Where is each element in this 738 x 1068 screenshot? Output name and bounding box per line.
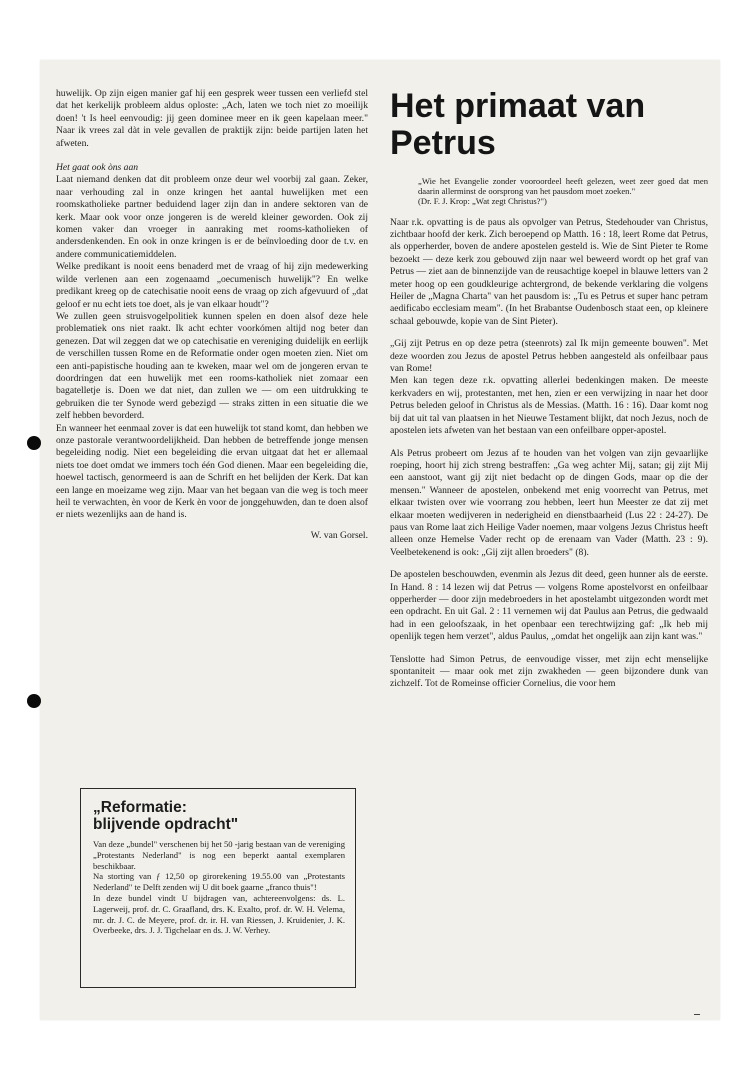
author-signature: W. van Gorsel.	[310, 529, 368, 541]
box-paragraph-3: In deze bundel vindt U bijdragen van, achtereenvolgens: ds. L. Lagerweij, prof. dr. C. Graafland, drs. K. Exalto, prof. dr. W. H. Velema, mr. dr. J. C. de Meyere, prof. dr. ir. H. van Riessen, J. Kruidenier, J. K. Overbeeke, drs. J. J. Tigchelaar en ds. J. W. Verhey.	[93, 892, 345, 936]
right-paragraph-5: De apostelen beschouwden, evenmin als Jezus dit deed, geen hunner als de eerste. In Hand. 8 : 14 lezen wij dat Petrus — volgens Rome apostelvorst en onfeilbaar opperherder — door zijn medebroeders in het apostelambt uitgezonden wordt met een opdracht. En uit Gal. 2 : 11 vernemen wij dat Paulus aan Petrus, die gedwaald had in een geloofszaak, in het openbaar een terechtwijzing gaf: „Ik heb mij openlijk tegen hem verzet", aldus Paulus, „omdat het ongelijk aan zijn kant was."	[390, 569, 708, 643]
box-title-line-1: „Reformatie:	[93, 799, 187, 816]
right-column	[390, 88, 708, 691]
box-paragraph-1: Van deze „bundel" verschenen bij het 50 -jarig bestaan van de vereniging „Protestants Nederland" is nog een beperkt aantal exemplaren beschikbaar.	[93, 839, 345, 871]
right-paragraph-6: Tenslotte had Simon Petrus, de eenvoudige visser, met zijn echt menselijke spontaniteit — maar ook met zijn zwakheden — geen bijzondere dunk van zichzelf. Tot de Romeinse officier Cornelius, die voor hem	[390, 653, 708, 690]
box-title-line-2: blijvende opdracht"	[93, 816, 239, 833]
left-paragraph-5: En wanneer het eenmaal zover is dat een huwelijk tot stand komt, dan hebben we onze pastorale verantwoordelijkheid. Dan hebben de betreffende jonge mensen begeleiding nodig. Niet een begeleiding die ervan uitgaat dat het er allemaal niets toe doet omdat we immers toch één God dienen. Maar een begeleiding die, hoewel tactisch, genormeerd is aan de Schrift en het belijden der Kerk. Dat kan een lange en moeizame weg zijn. Maar van het begaan van die weg is toch meer heil te verwachten, èn voor de Kerk èn voor de jonggehuwden, dan te doen alsof er niets wezenlijks aan de hand is.	[56, 422, 368, 521]
left-paragraph-2: Laat niemand denken dat dit probleem onze deur wel voorbij zal gaan. Zeker, naar verhouding zal in onze kringen het aantal huwelijken met een roomskatholieke partner beduidend lager zijn dan in andere sektoren van de kerk. Maar ook voor onze jongeren is de wereld kleiner geworden. Ook zij komen vaker dan vroeger in aanraking met rooms-katholieken of andersdenkenden. En ook in onze kringen is er de beïnvloeding door de t.v. en andere communicatiemiddelen.	[56, 174, 368, 260]
binder-hole-upper	[27, 436, 41, 450]
left-column	[56, 88, 368, 542]
motto-source: (Dr. F. J. Krop: „Wat zegt Christus?")	[418, 196, 547, 207]
left-paragraph-4: We zullen geen struisvogelpolitiek kunnen spelen en doen alsof deze hele problematiek ons niet raakt. Ik acht echter voorkómen altijd nog beter dan genezen. Dat wil zeggen dat we op catechisatie en vereniging duidelijk en eerlijk de verschillen tussen Rome en de Reformatie onder ogen moeten zien. Niet om een anti-papistische houding aan te kweken, maar wel om de jongeren ervan te doordringen dat een huwelijk met een rooms-katholiek niet zomaar een bagatelletje is. Doen we dat niet, dan zullen we — om een uitdrukking te gebruiken die ter Synode werd gebezigd — straks zitten in een situatie die we zelf hebben bevorderd.	[56, 310, 368, 422]
binder-hole-lower	[27, 694, 41, 708]
article-motto	[418, 176, 708, 207]
page-corner-dash	[694, 1014, 700, 1015]
right-paragraph-1: Naar r.k. opvatting is de paus als opvolger van Petrus, Stedehouder van Christus, zichtbaar hoofd der kerk. Zich beroepend op Matth. 16 : 18, leert Rome dat Petrus, als opperherder, boven de andere apostelen gesteld is. Wie de Sint Pieter te Rome bezoekt — deze kerk zou gebouwd zijn naar wel beweerd wordt op het graf van Petrus — ziet aan de binnenzijde van de reusachtige koepel in blauwe letters van 2 meter hoog op een goudkleurige achtergrond, de bekende verklaring die volgens Heiler de „Magna Charta" van het pausdom is: „Tu es Petrus et super hanc petram aedificabo ecclesiam meam". (In het Brabantse Oudenbosch staat een, op kleinere schaal gebouwde, kopie van de Sint Pieter).	[390, 216, 708, 327]
left-paragraph-1: huwelijk. Op zijn eigen manier gaf hij een gesprek weer tussen een verliefd stel dat het kerkelijk probleem aldus oploste: „Ach, laten we toch niet zo moeilijk doen! 't Is heel eenvoudig: jij geen dominee meer en ik geen kapelaan meer." Naar ik vrees zal dàt in vele gevallen de praktijk zijn: beide partijen laten het afweten.	[56, 88, 368, 149]
box-paragraph-2: Na storting van ƒ 12,50 op girorekening 19.55.00 van „Protestants Nederland" te Delft zenden wij U dit boek gaarne „franco thuis"!	[93, 871, 345, 893]
section-subheading: Het gaat ook òns aan	[56, 162, 139, 174]
book-announcement-box	[80, 788, 356, 988]
box-title	[93, 799, 345, 833]
right-paragraph-2: „Gij zijt Petrus en op deze petra (steenrots) zal Ik mijn gemeente bouwen". Met deze woorden zou Jezus de apostel Petrus hebben aangesteld als onfeilbaar paus van Rome!	[390, 338, 708, 375]
right-paragraph-3: Men kan tegen deze r.k. opvatting allerlei bedenkingen maken. De meeste kerkvaders en wij, protestanten, met hen, zien er een verwijzing in naar het door Petrus beleden geloof in Christus als de Messias. (Matth. 16 : 16). Daar komt nog bij dat uit tal van plaatsen in het Nieuwe Testament blijkt, dat noch Jezus, noch de apostelen iets afweten van het bestaan van een onfeilbare opper-apostel.	[390, 375, 708, 437]
magazine-page	[40, 60, 720, 1020]
left-paragraph-3: Welke predikant is nooit eens benaderd met de vraag of hij zijn medewerking wilde verlenen aan een zogenaamd „oecumenisch huwelijk"? En welke predikant kreeg op de catechisatie nooit eens de vraag op zich afgevuurd of „dat geloof er nu echt iets toe doet, als je van elkaar houdt"?	[56, 261, 368, 310]
motto-quote: „Wie het Evangelie zonder vooroordeel heeft gelezen, weet zeer goed dat men daarin allerminst de oorsprong van het pausdom moet zoeken."	[418, 176, 708, 197]
right-paragraph-4: Als Petrus probeert om Jezus af te houden van het volgen van zijn gevaarlijke roeping, hoort hij zich streng bestraffen: „Ga weg achter Mij, satan; gij zijt Mij een aanstoot, want gij zijt niet bedacht op de dingen Gods, maar op die der mensen." Wanneer de apostelen, onbekend met enig voorrecht van Petrus, met elkaar twisten over wie voorrang zou hebben, leert hun Meester ze dat zij met elkaar moeten wedijveren in nederigheid en dienstbaarheid (Lus 22 : 24-27). De paus van Rome laat zich Heilige Vader noemen, maar volgens Jezus Christus heeft alleen onze Hemelse Vader recht op de erenaam van Vader (Matth. 23 : 9). Veelbetekenend is ook: „Gij zijt allen broeders" (8).	[390, 447, 708, 558]
article-headline: Het primaat van Petrus	[390, 87, 646, 162]
